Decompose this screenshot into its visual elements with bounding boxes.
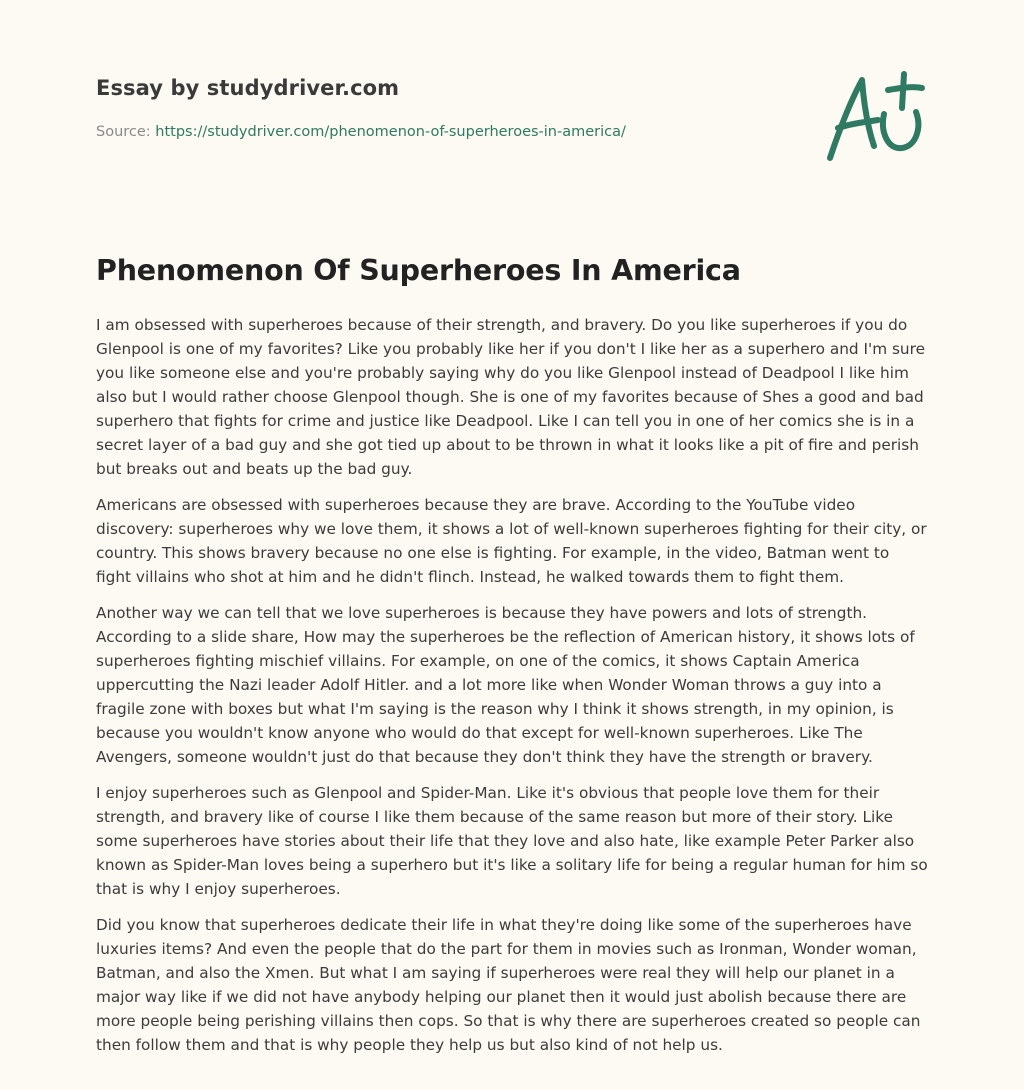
essay-paragraph: Americans are obsessed with superheroes because they are brave. According to the YouTube video discovery: superheroes why we love them, it shows a lot of well-known superheroes fighting for their city, or country. This shows bravery because no one else is fighting. For example, in the video, Batman went to fight villains who shot at him and he didn't flinch. Instead, he walked towards them to fight them.: [96, 496, 927, 586]
essay-paragraph: Another way we can tell that we love superheroes is because they have powers and lots of strength. According to a slide share, How may the superheroes be the reflection of American history, it shows lots of superheroes fighting mischief villains. For example, on one of the comics, it shows Captain America uppercutting the Nazi leader Adolf Hitler. and a lot more like when Wonder Woman throws a guy into a fragile zone with boxes but what I'm saying is the reason why I think it shows strength, in my opinion, is because you wouldn't know anyone who would do that except for well-known superheroes. Like The Avengers, someone wouldn't just do that because they don't think they have the strength or bravery.: [96, 604, 915, 766]
source-line: [96, 124, 626, 140]
essay-body: [96, 313, 928, 1069]
essay-paragraph: I am obsessed with superheroes because of their strength, and bravery. Do you like superheroes if you do Glenpool is one of my favorites? Like you probably like her if you don't I like her as a superhero and I'm sure you like someone else and you're probably saying why do you like Glenpool instead of Deadpool I like him also but I would rather choose Glenpool though. She is one of my favorites because of Shes a good and bad superhero that fights for crime and justice like Deadpool. Like I can tell you in one of her comics she is in a secret layer of a bad guy and she got tied up about to be thrown in what it looks like a pit of fire and perish but breaks out and beats up the bad guy.: [96, 316, 925, 478]
source-label: Source:: [96, 124, 156, 140]
source-link[interactable]: https://studydriver.com/phenomenon-of-superheroes-in-america/: [155, 124, 626, 140]
essay-paragraph: I enjoy superheroes such as Glenpool and Spider-Man. Like it's obvious that people love them for their strength, and bravery like of course I like them because of the same reason but more of their story. Like some superheroes have stories about their life that they love and also hate, like example Peter Parker also known as Spider-Man loves being a superhero but it's like a solitary life for being a regular human for him so that is why I enjoy superheroes.: [96, 784, 928, 898]
essay-paragraph: Did you know that superheroes dedicate their life in what they're doing like some of the superheroes have luxuries items? And even the people that do the part for them in movies such as Ironman, Wonder woman, Batman, and also the Xmen. But what I am saying if superheroes were real they will help our planet in a major way like if we did not have anybody helping our planet then it would just abolish because there are more people being perishing villains then cops. So that is why there are superheroes created so people can then follow them and that is why people they help us but also kind of not help us.: [96, 916, 921, 1054]
a-plus-logo: [818, 66, 930, 166]
site-brand: Essay by studydriver.com: [96, 76, 400, 100]
essay-title: Phenomenon Of Superheroes In America: [96, 254, 741, 287]
